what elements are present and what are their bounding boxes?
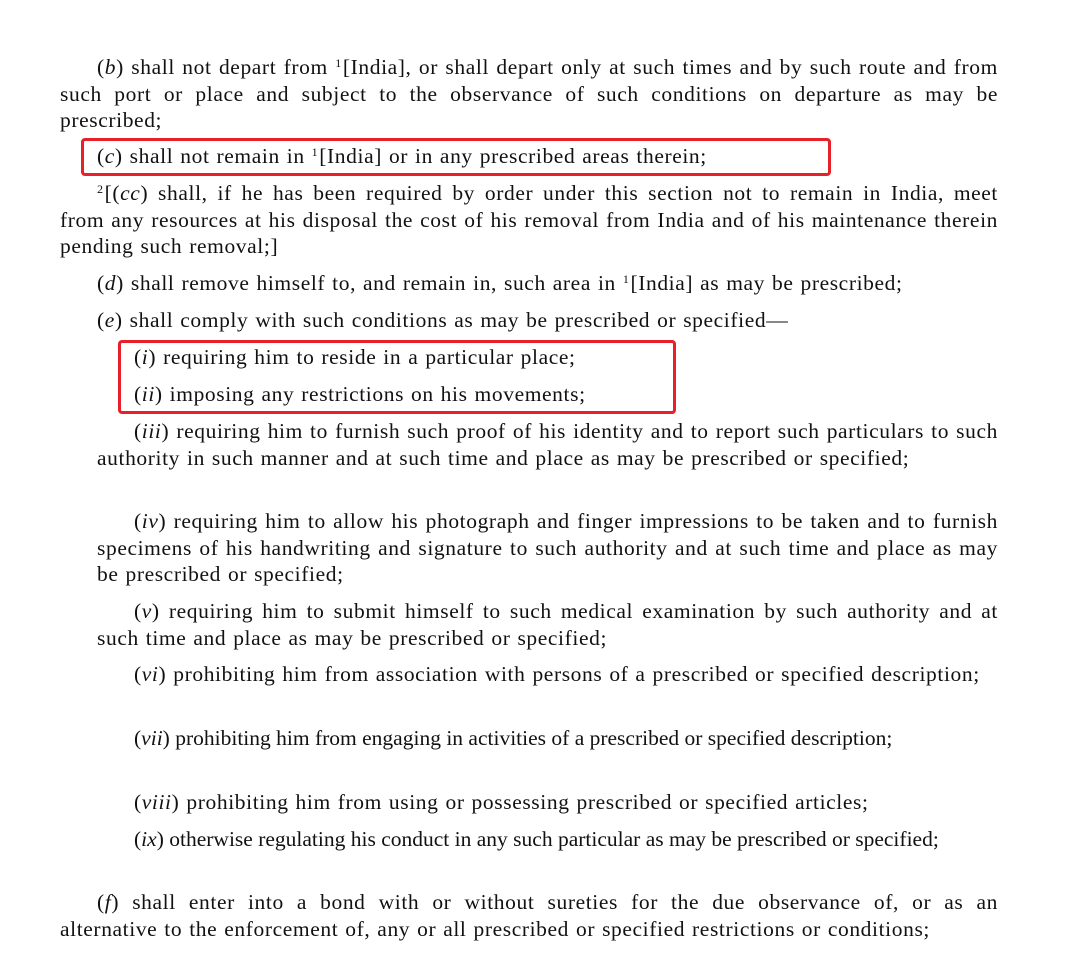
footnote-ref: 1 <box>622 272 630 286</box>
subclause-v: (v) requiring him to submit himself to such medical examination by such authority and at such time and place as may be prescribed or specified; <box>97 599 998 650</box>
clause-d: (d) shall remove himself to, and remain in, such area in $^1$[India] as may be prescribed; <box>97 271 903 295</box>
subclause-vii: (vii) prohibiting him from engaging in activities of a prescribed or specified description; <box>134 726 893 750</box>
subclause-ix: (ix) otherwise regulating his conduct in any such particular as may be prescribed or specified; <box>134 827 939 851</box>
footnote-ref: 1 <box>311 145 319 159</box>
subclause-i: (i) requiring him to reside in a particular place; <box>134 345 576 369</box>
highlight-box-subclauses-i-ii <box>118 340 676 414</box>
subclause-viii: (viii) prohibiting him from using or possessing prescribed or specified articles; <box>134 790 869 814</box>
clause-e: (e) shall comply with such conditions as may be prescribed or specified— <box>97 308 789 332</box>
clause-cc: $^2$[(cc) shall, if he has been required by order under this section not to remain in India, meet from any resources at his disposal the cost of his removal from India and of his maintenance therein pending such removal;] <box>60 181 998 258</box>
clause-c: (c) shall not remain in $^1$[India] or in any prescribed areas therein; <box>97 144 707 168</box>
subclause-ii: (ii) imposing any restrictions on his movements; <box>134 382 586 406</box>
footnote-ref: 2 <box>97 182 104 196</box>
highlight-box-clause-c <box>81 138 831 176</box>
footnote-ref: 1 <box>335 56 342 70</box>
subclause-iii: (iii) requiring him to furnish such proof of his identity and to report such particulars to such authority in such manner and at such time and place as may be prescribed or specified; <box>97 419 998 470</box>
clause-f: (f) shall enter into a bond with or without sureties for the due observance of, or as an alternative to the enforcement of, any or all prescribed or specified restrictions or conditions; <box>60 890 998 941</box>
clause-b: (b) shall not depart from $^1$[India], or shall depart only at such times and by such route and from such port or place and subject to the observance of such conditions on departure as may be prescribed; <box>60 55 998 132</box>
subclause-vi: (vi) prohibiting him from association with persons of a prescribed or specified description; <box>134 662 980 686</box>
subclause-iv: (iv) requiring him to allow his photograph and finger impressions to be taken and to furnish specimens of his handwriting and signature to such authority and at such time and place as may be prescribed or specified; <box>97 509 998 586</box>
